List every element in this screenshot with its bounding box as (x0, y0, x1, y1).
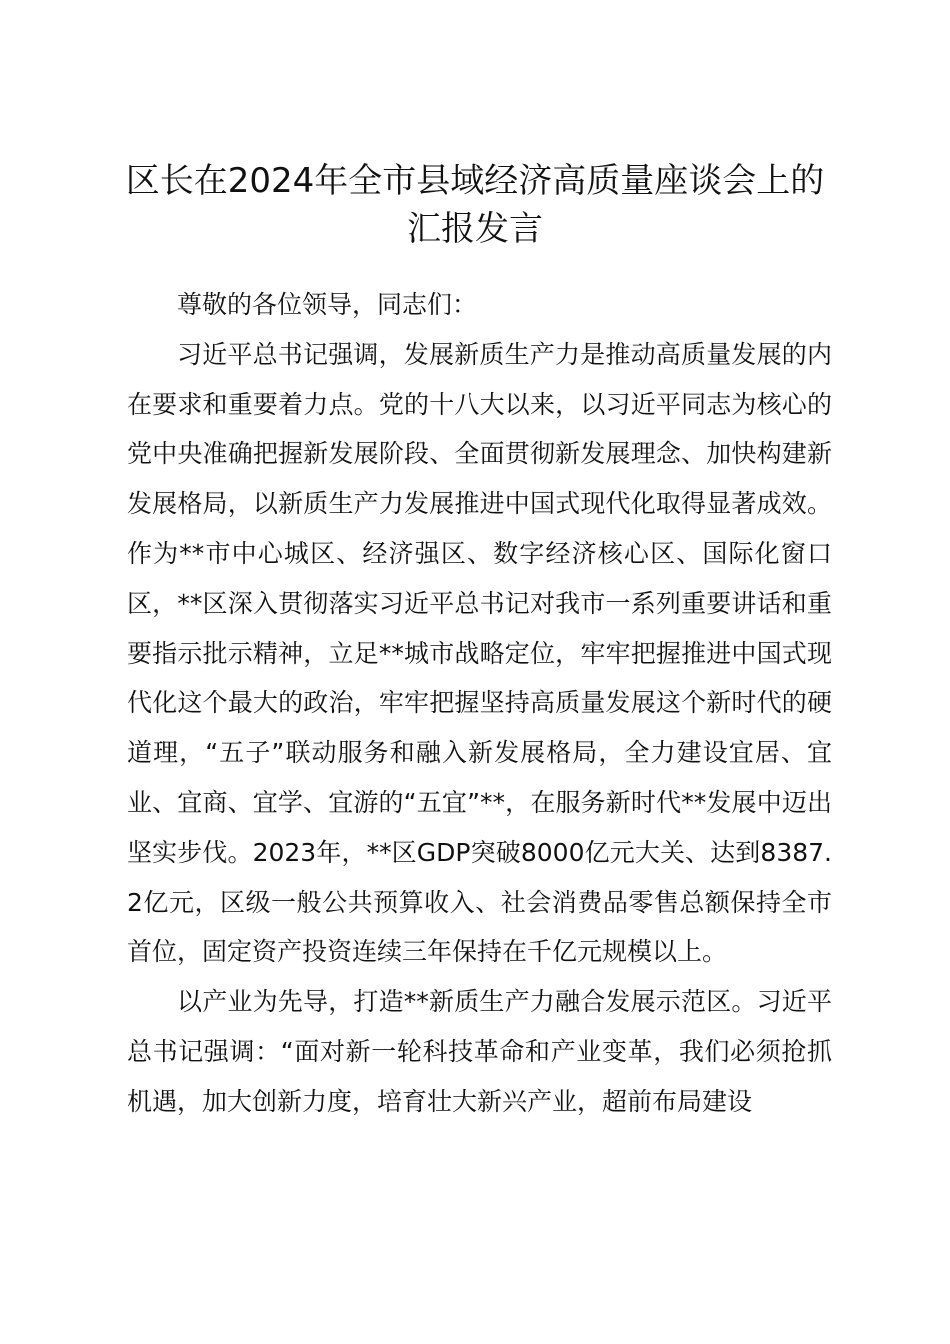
greeting-paragraph: 尊敬的各位领导，同志们： (177, 290, 478, 319)
body-paragraph: 以产业为先导，打造**新质生产力融合发展示范区。习近平总书记强调：“面对新一轮科技革命和产业变革，我们必须抢抓机遇，加大创新力度，培育壮大新兴产业，超前布局建设 (127, 987, 832, 1116)
body-paragraph: 习近平总书记强调，发展新质生产力是推动高质量发展的内在要求和重要着力点。党的十八大以来，以习近平同志为核心的党中央准确把握新发展阶段、全面贯彻新发展理念、加快构建新发展格局，以新质生产力发展推进中国式现代化取得显著成效。作为**市中心城区、经济强区、数字经济核心区、国际化窗口区，**区深入贯彻落实习近平总书记对我市一系列重要讲话和重要指示批示精神，立足**城市战略定位，牢牢把握推进中国式现代化这个最大的政治，牢牢把握坚持高质量发展这个新时代的硬道理，“五子”联动服务和融入新发展格局，全力建设宜居、宜业、宜商、宜学、宜游的“五宜”**，在服务新时代**发展中迈出坚实步伐。2023年，**区GDP突破8000亿元大关、达到8387.2亿元，区级一般公共预算收入、社会消费品零售总额保持全市首位，固定资产投资连续三年保持在千亿元规模以上。 (127, 339, 832, 967)
document-body (127, 280, 832, 1127)
document-title: 区长在2024年全市县域经济高质量座谈会上的汇报发言 (125, 161, 825, 249)
